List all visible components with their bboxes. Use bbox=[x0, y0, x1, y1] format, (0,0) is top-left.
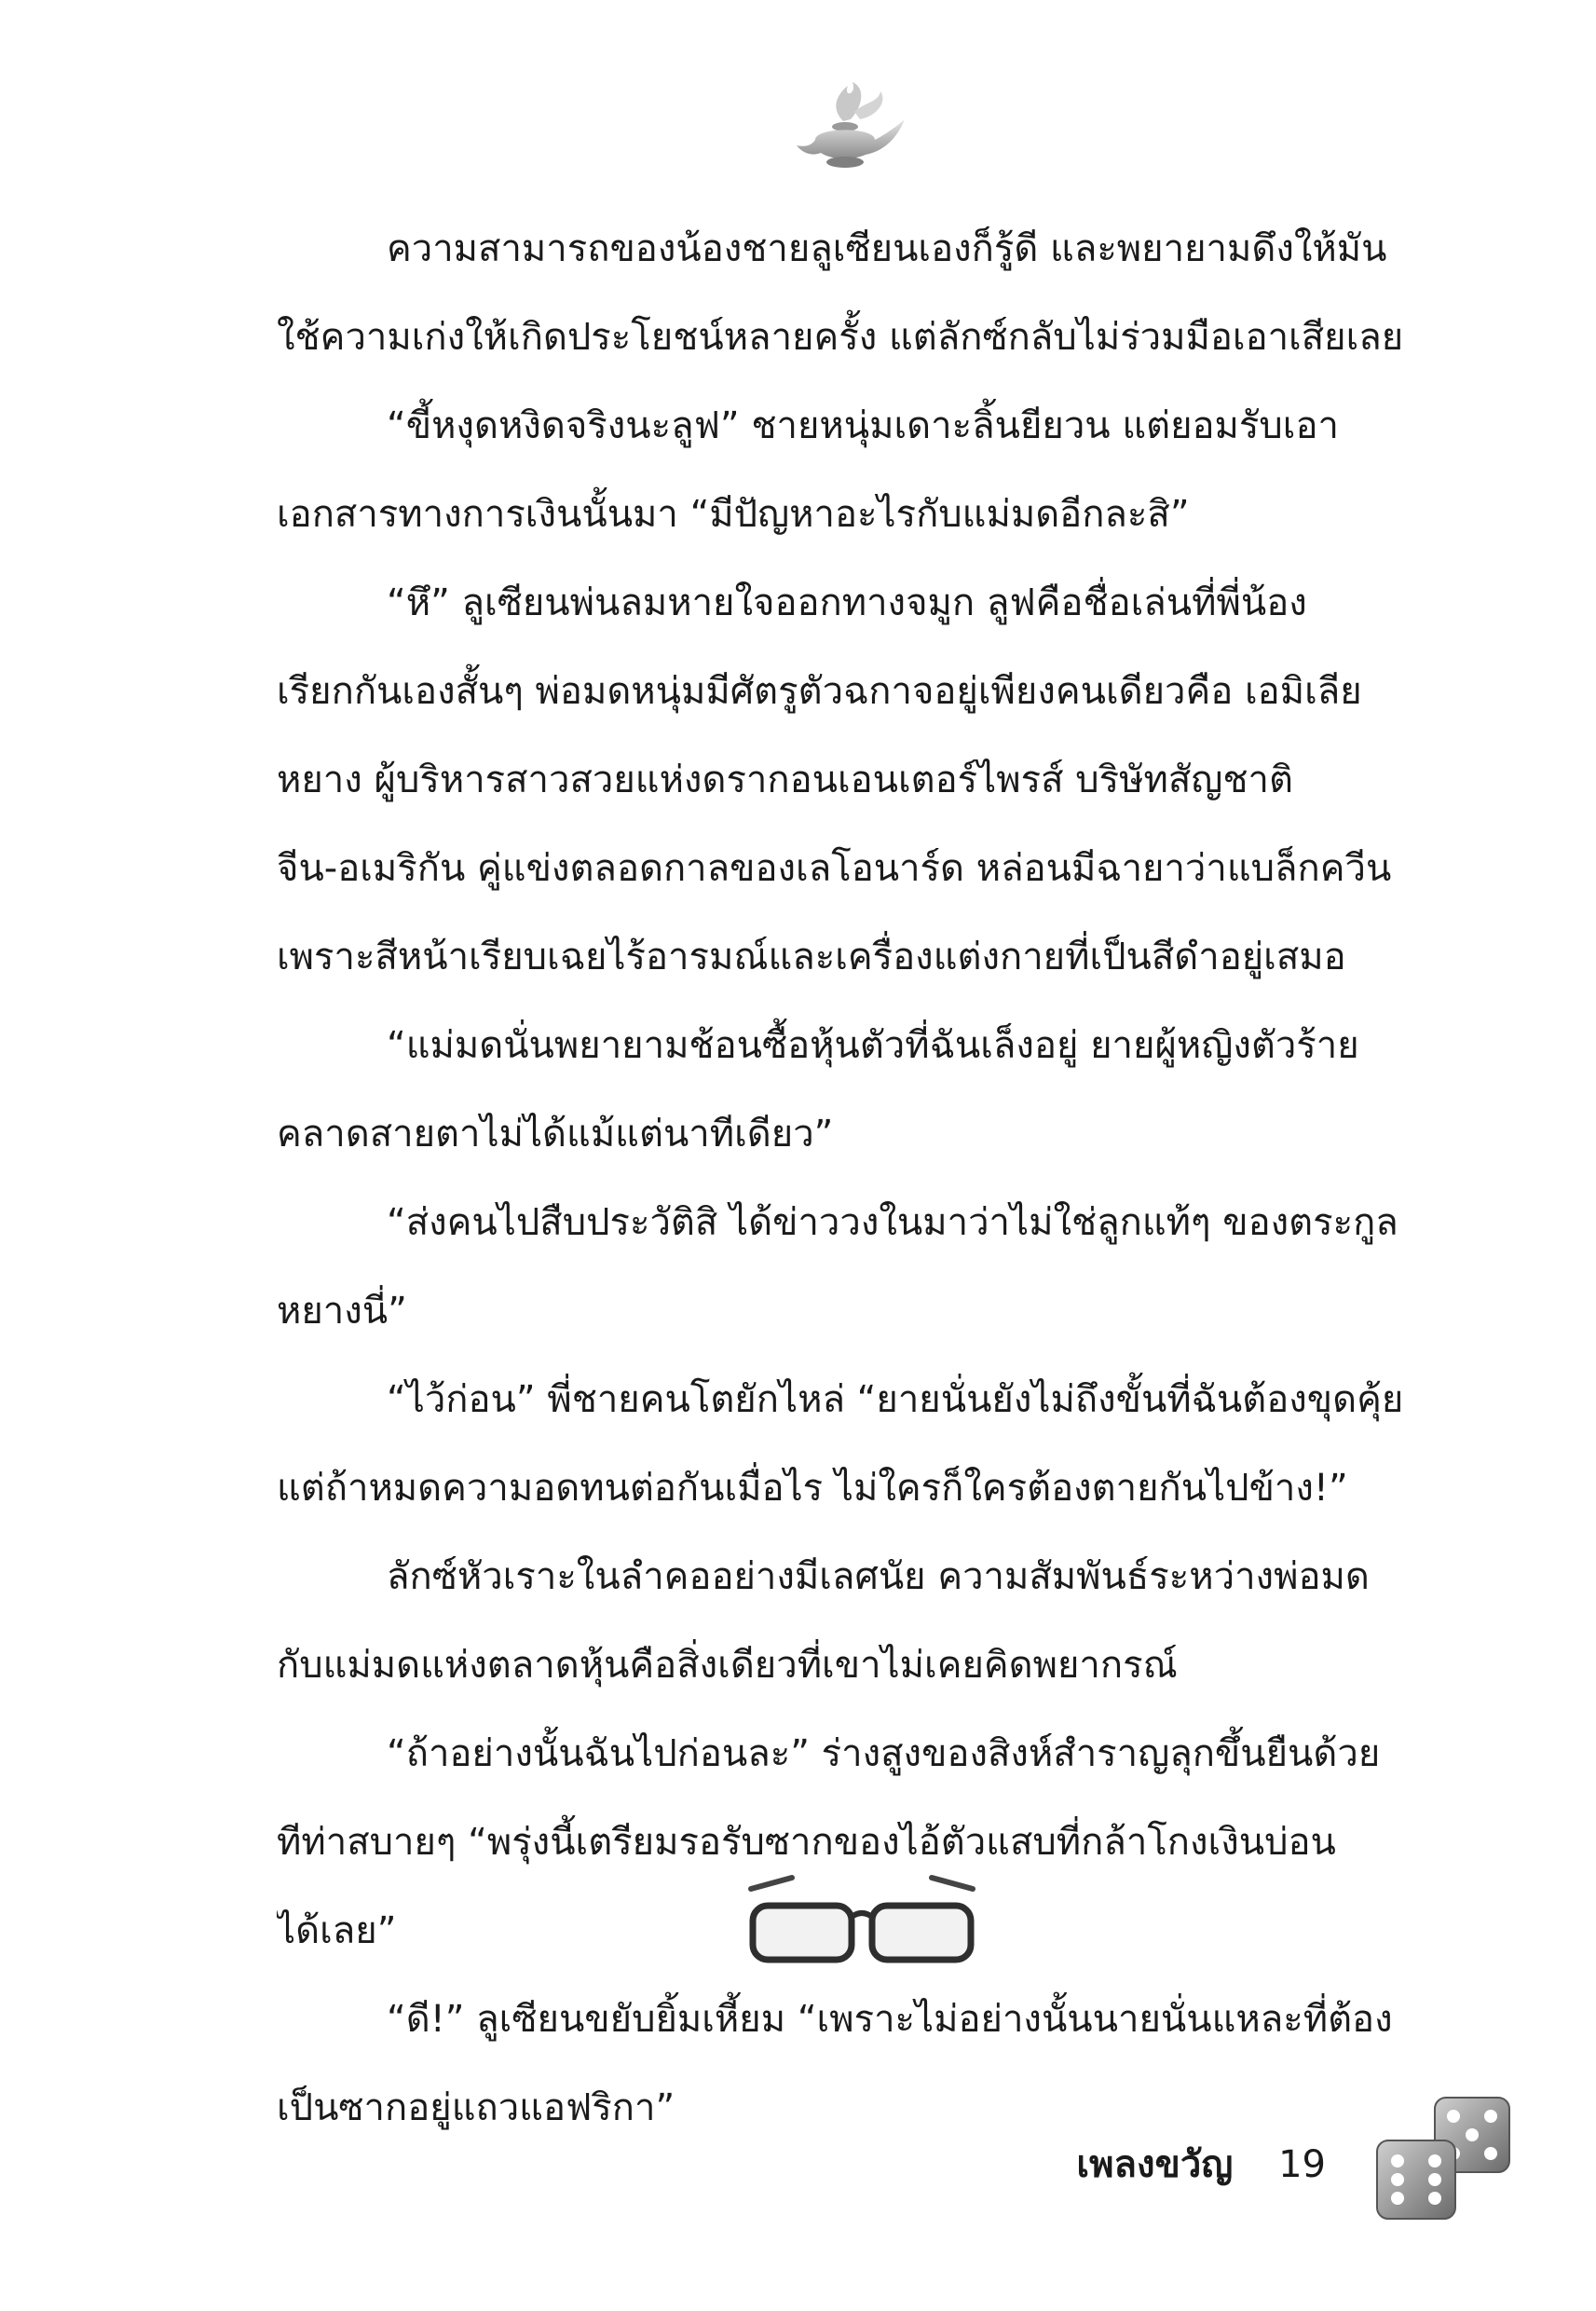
paragraph bbox=[277, 382, 1437, 559]
text-line: หยางนี่” bbox=[277, 1290, 407, 1333]
text-line: เป็นซากอยู่แถวแอฟริกา” bbox=[277, 2086, 675, 2129]
text-line: คลาดสายตาไม่ได้แม้แต่นาทีเดียว” bbox=[277, 1113, 834, 1156]
paragraph bbox=[277, 205, 1437, 382]
paragraph bbox=[277, 1533, 1437, 1710]
text-line: “ถ้าอย่างนั้นฉันไปก่อนละ” ร่างสูงของสิงห์สำราญลุกขึ้นยืนด้วย bbox=[387, 1732, 1381, 1775]
body-text bbox=[277, 205, 1437, 2153]
text-line: ได้เลย” bbox=[277, 1909, 397, 1952]
paragraph bbox=[277, 1976, 1437, 2153]
book-title: เพลงขวัญ bbox=[1076, 2143, 1234, 2186]
paragraph bbox=[277, 1179, 1437, 1356]
text-line: “ไว้ก่อน” พี่ชายคนโตยักไหล่ “ยายนั่นยังไม่ถึงขั้นที่ฉันต้องขุดคุ้ย bbox=[387, 1378, 1404, 1421]
text-line: “แม่มดนั่นพยายามช้อนซื้อหุ้นตัวที่ฉันเล็งอยู่ ยายผู้หญิงตัวร้าย bbox=[387, 1024, 1359, 1067]
eyeglasses-icon bbox=[736, 1868, 988, 1971]
text-line: “ส่งคนไปสืบประวัติสิ ได้ข่าววงในมาว่าไม่ใช่ลูกแท้ๆ ของตระกูล bbox=[387, 1201, 1398, 1244]
text-line: หยาง ผู้บริหารสาวสวยแห่งดรากอนเอนเตอร์ไพรส์ บริษัทสัญชาติ bbox=[277, 759, 1293, 801]
text-line: จีน-อเมริกัน คู่แข่งตลอดกาลของเลโอนาร์ด หล่อนมีฉายาว่าแบล็กควีน bbox=[277, 847, 1392, 890]
paragraph bbox=[277, 559, 1437, 1002]
text-line: เพราะสีหน้าเรียบเฉยไร้อารมณ์และเครื่องแต่งกายที่เป็นสีดำอยู่เสมอ bbox=[277, 936, 1346, 978]
text-line: เรียกกันเองสั้นๆ พ่อมดหนุ่มมีศัตรูตัวฉกาจอยู่เพียงคนเดียวคือ เอมิเลีย bbox=[277, 670, 1362, 713]
paragraph bbox=[277, 1002, 1437, 1179]
text-line: ความสามารถของน้องชายลูเซียนเองก็รู้ดี และพยายามดึงให้มัน bbox=[387, 227, 1387, 270]
text-line: กับแม่มดแห่งตลาดหุ้นคือสิ่งเดียวที่เขาไม่เคยคิดพยากรณ์ bbox=[277, 1644, 1178, 1687]
paragraph bbox=[277, 1356, 1437, 1533]
text-line: “ดี!” ลูเซียนขยับยิ้มเหี้ยม “เพราะไม่อย่างนั้นนายนั่นแหละที่ต้อง bbox=[387, 1998, 1393, 2041]
text-line: เอกสารทางการเงินนั้นมา “มีปัญหาอะไรกับแม่มดอีกละสิ” bbox=[277, 493, 1190, 536]
text-line: แต่ถ้าหมดความอดทนต่อกันเมื่อไร ไม่ใครก็ใครต้องตายกันไปข้าง!” bbox=[277, 1467, 1348, 1510]
genie-lamp-icon bbox=[787, 65, 908, 186]
text-line: ใช้ความเก่งให้เกิดประโยชน์หลายครั้ง แต่ลักซ์กลับไม่ร่วมมือเอาเสียเลย bbox=[277, 316, 1404, 359]
text-line: ทีท่าสบายๆ “พรุ่งนี้เตรียมรอรับซากของไอ้ตัวแสบที่กล้าโกงเงินบ่อน bbox=[277, 1821, 1336, 1864]
text-line: “ขี้หงุดหงิดจริงนะลูฟ” ชายหนุ่มเดาะลิ้นยียวน แต่ยอมรับเอา bbox=[387, 404, 1339, 447]
text-line: “หึ” ลูเซียนพ่นลมหายใจออกทางจมูก ลูฟคือชื่อเล่นที่พี่น้อง bbox=[387, 581, 1307, 624]
text-line: ลักซ์หัวเราะในลำคออย่างมีเลศนัย ความสัมพันธ์ระหว่างพ่อมด bbox=[387, 1555, 1370, 1598]
page-footer bbox=[1076, 2134, 1326, 2194]
dice-icon bbox=[1370, 2092, 1519, 2222]
page-number: 19 bbox=[1278, 2143, 1326, 2186]
